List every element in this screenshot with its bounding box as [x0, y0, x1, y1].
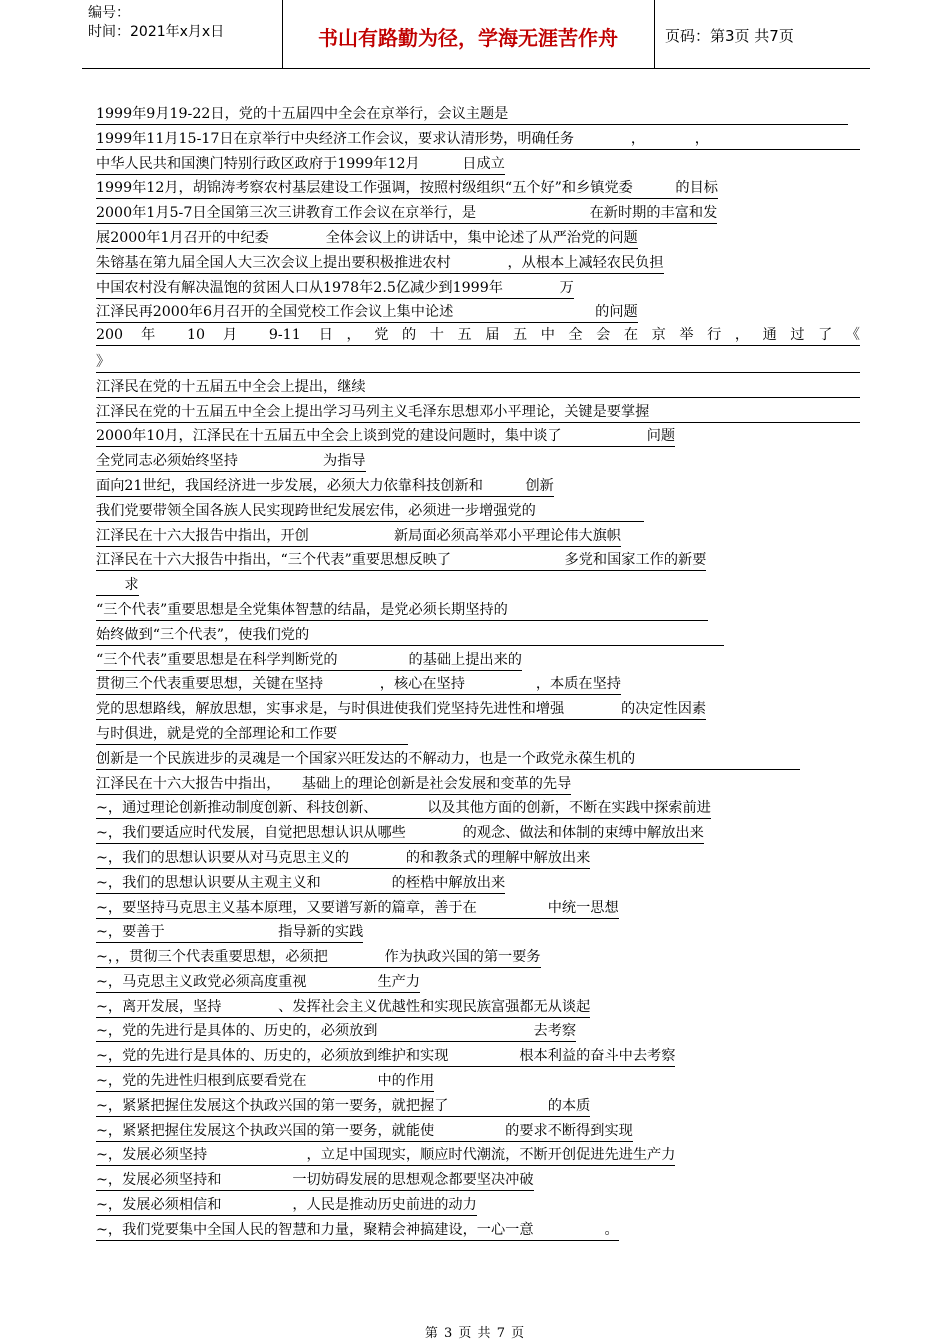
- question-line: 始终做到“三个代表”，使我们党的: [96, 623, 860, 648]
- question-line: ~，要坚持马克思主义基本原理，又要谱写新的篇章，善于在 中统一思想: [96, 896, 860, 921]
- question-line: “三个代表”重要思想是在科学判断党的 的基础上提出来的: [96, 648, 860, 673]
- question-line: 2000年10月，江泽民在十五届五中全会上谈到党的建设问题时，集中谈了 问题: [96, 424, 860, 449]
- question-line: ~，发展必须坚持和 一切妨碍发展的思想观念都要坚决冲破: [96, 1168, 860, 1193]
- question-line: 面向21世纪，我国经济进一步发展，必须大力依靠科技创新和 创新: [96, 474, 860, 499]
- question-line: 1999年11月15-17日在京举行中央经济工作会议，要求认清形势，明确任务 ， ，: [96, 127, 860, 152]
- question-line: 江泽民在十六大报告中指出，“三个代表”重要思想反映了 多党和国家工作的新要: [96, 548, 860, 573]
- question-line: ~，通过理论创新推动制度创新、科技创新、 以及其他方面的创新，不断在实践中探索前进: [96, 796, 860, 821]
- question-line: ~，我们要适应时代发展，自觉把思想认识从哪些 的观念、做法和体制的束缚中解放出来: [96, 821, 860, 846]
- question-line: 创新是一个民族进步的灵魂是一个国家兴旺发达的不解动力，也是一个政党永葆生机的: [96, 747, 860, 772]
- question-line: 贯彻三个代表重要思想，关键在坚持 ，核心在坚持 ，本质在坚持: [96, 672, 860, 697]
- question-line: ~，党的先进行是具体的、历史的，必须放到维护和实现 根本利益的奋斗中去考察: [96, 1044, 860, 1069]
- header-divider: [654, 0, 655, 68]
- question-line: ~，我们的思想认识要从对马克思主义的 的和教条式的理解中解放出来: [96, 846, 860, 871]
- question-line: 我们党要带领全国各族人民实现跨世纪发展宏伟，必须进一步增强党的: [96, 499, 860, 524]
- question-line: 中华人民共和国澳门特别行政区政府于1999年12月 日成立: [96, 152, 860, 177]
- question-line: ~，我们的思想认识要从主观主义和 的桎梏中解放出来: [96, 871, 860, 896]
- question-line: ~，，贯彻三个代表重要思想，必须把 作为执政兴国的第一要务: [96, 945, 860, 970]
- header-motto: 书山有路勤为径，学海无涯苦作舟: [318, 26, 618, 50]
- question-line: 2000年1月5-7日全国第三次三讲教育工作会议在京举行，是 在新时期的丰富和发: [96, 201, 860, 226]
- question-line: ~，紧紧把握住发展这个执政兴国的第一要务，就把握了 的本质: [96, 1094, 860, 1119]
- question-line: 》: [96, 350, 860, 375]
- page-header: [82, 0, 870, 69]
- question-line: “三个代表”重要思想是全党集体智慧的结晶，是党必须长期坚持的: [96, 598, 860, 623]
- question-line: ~，我们党要集中全国人民的智慧和力量，聚精会神搞建设，一心一意 。: [96, 1218, 860, 1243]
- question-line: 1999年9月19-22日，党的十五届四中全会在京举行，会议主题是: [96, 102, 860, 127]
- question-line: 与时俱进，就是党的全部理论和工作要: [96, 722, 860, 747]
- question-line: 江泽民在十六大报告中指出，开创 新局面必须高举邓小平理论伟大旗帜: [96, 524, 860, 549]
- question-line: 求: [96, 573, 860, 598]
- question-list: [96, 102, 860, 1243]
- number-label: 编号：: [88, 5, 130, 21]
- question-line: 党的思想路线，解放思想，实事求是，与时俱进使我们党坚持先进性和增强 的决定性因素: [96, 697, 860, 722]
- question-line: ~，党的先进性归根到底要看党在 中的作用: [96, 1069, 860, 1094]
- page-counter: 页码：第3页 共7页: [665, 27, 794, 45]
- question-line: 江泽民再2000年6月召开的全国党校工作会议上集中论述 的问题: [96, 300, 860, 325]
- question-line: 全党同志必须始终坚持 为指导: [96, 449, 860, 474]
- page-footer: 第 3 页 共 7 页: [424, 1326, 526, 1341]
- question-line: 朱镕基在第九届全国人大三次会议上提出要积极推进农村 ，从根本上减轻农民负担: [96, 251, 860, 276]
- question-line: ~，紧紧把握住发展这个执政兴国的第一要务，就能使 的要求不断得到实现: [96, 1119, 860, 1144]
- question-line: 200 年 10 月 9-11 日，党的十五届五中全会在京举行，通过了《: [96, 325, 860, 350]
- question-line: ~，发展必须坚持 ，立足中国现实，顺应时代潮流，不断开创促进先进生产力: [96, 1143, 860, 1168]
- question-line: 中国农村没有解决温饱的贫困人口从1978年2.5亿减少到1999年 万: [96, 276, 860, 301]
- question-line: ~，发展必须相信和 ，人民是推动历史前进的动力: [96, 1193, 860, 1218]
- question-line: 展2000年1月召开的中纪委 全体会议上的讲话中，集中论述了从严治党的问题: [96, 226, 860, 251]
- question-line: ~，要善于 指导新的实践: [96, 920, 860, 945]
- question-line: ~，马克思主义政党必须高度重视 生产力: [96, 970, 860, 995]
- question-line: 江泽民在党的十五届五中全会上提出学习马列主义毛泽东思想邓小平理论，关键是要掌握: [96, 400, 860, 425]
- question-line: 1999年12月，胡锦涛考察农村基层建设工作强调，按照村级组织“五个好”和乡镇党委 的目标: [96, 176, 860, 201]
- question-line: 江泽民在党的十五届五中全会上提出，继续: [96, 375, 860, 400]
- question-line: 江泽民在十六大报告中指出， 基础上的理论创新是社会发展和变革的先导: [96, 772, 860, 797]
- question-line: ~，离开发展，坚持 、发挥社会主义优越性和实现民族富强都无从谈起: [96, 995, 860, 1020]
- time-label: 时间：2021年x月x日: [88, 24, 225, 40]
- question-line: ~，党的先进行是具体的、历史的，必须放到 去考察: [96, 1019, 860, 1044]
- header-meta: [88, 4, 278, 42]
